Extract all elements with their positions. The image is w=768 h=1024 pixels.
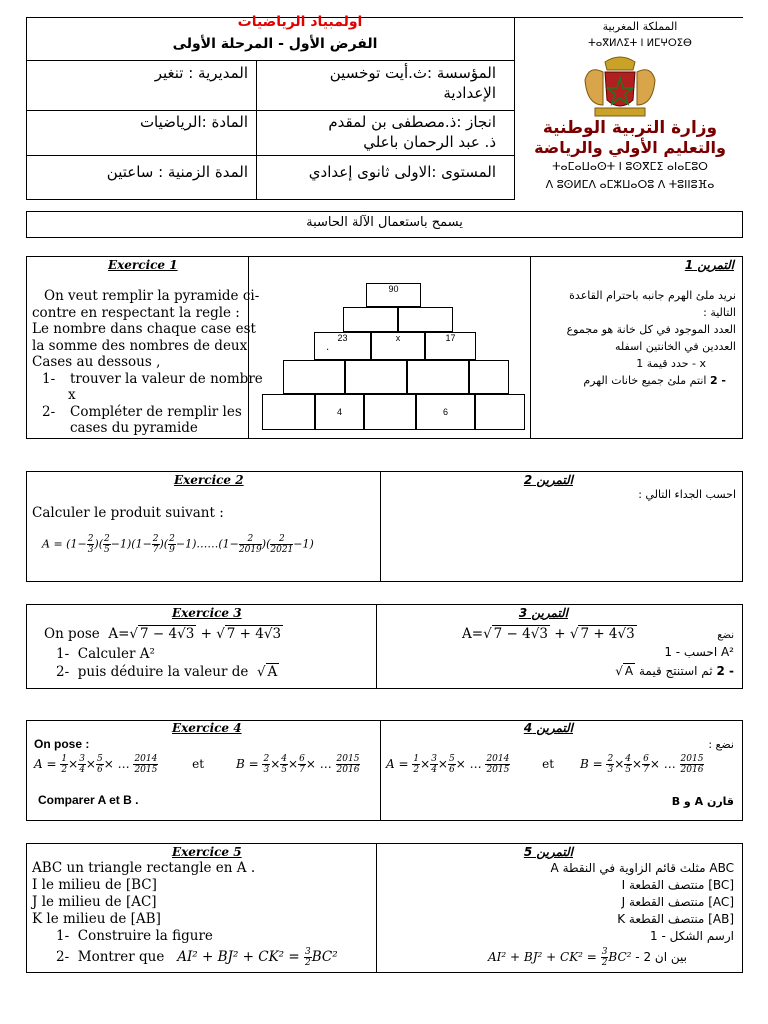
ex5-line: J le milieu de [AC] (32, 894, 157, 910)
ex2-title-fr: Exercice 2 (174, 473, 244, 487)
pyramid-cell[interactable] (475, 394, 525, 430)
ex1-line: contre en respectant la regle : (32, 304, 240, 321)
pyramid-cell[interactable] (469, 360, 509, 394)
ex1-ar-line: العددين في الخانتين اسفله (614, 340, 736, 353)
ex1-q1: 1- trouver la valeur de nombre (42, 370, 263, 387)
ex4-title-fr: Exercice 4 (172, 721, 242, 735)
ex1-line: Le nombre dans chaque case est (32, 321, 256, 337)
ex1-line: On veut remplir la pyramide ci- (44, 288, 260, 304)
calculator-note: يسمح باستعمال الآلة الحاسبة (306, 215, 463, 230)
ex5-line: ABC un triangle rectangle en A . (32, 860, 256, 876)
ex5-ar-line: [AC] منتصف القطعة J (621, 895, 734, 909)
ex1-title-fr: Exercice 1 (108, 258, 178, 272)
exercise-2-box (26, 471, 743, 582)
ex1-title-ar: التمرين 1 (684, 258, 734, 272)
school-name: المؤسسة :ث.أيت توخسين (329, 64, 496, 82)
kingdom-name: المملكة المغربية (602, 20, 678, 33)
pyramid-cell[interactable] (262, 394, 315, 430)
ex4-formulas-ar: A = $\frac{1}{2}$ × $\frac{3}{4}$ × $\frac{5}{6}$ × … $\frac{2014}{2015}$ et B = $\frac{2}{3}$ × $\frac{4}{5}$ × $\frac{6}{7}$ × … $\frac{2015}{2016}$ (386, 754, 704, 775)
kingdom-tifinagh: ⵜⴰⴳⵍⴷⵉⵜ ⵏ ⵍⵎⵖⵔⵉⴱ (588, 38, 692, 49)
ex1-ar-q2: - 2 انتم ملئ جميع خانات الهرم (583, 374, 726, 387)
school-name-2: الإعدادية (443, 84, 496, 102)
ex1-ar-q1: x - حدد قيمة 1 (636, 357, 706, 370)
ex5-title-ar: التمرين 5 (523, 845, 573, 859)
pyramid-cell-6[interactable]: 6 (416, 394, 475, 430)
pyramid-cell[interactable] (364, 394, 416, 430)
ex5-title-fr: Exercice 5 (172, 845, 242, 859)
pyramid-cell[interactable] (345, 360, 407, 394)
ex4-vline (380, 720, 381, 821)
ex1-line: Cases au dessous , (32, 354, 161, 370)
ex4-title-ar: التمرين 4 (523, 721, 573, 735)
pyramid-cell[interactable] (283, 360, 345, 394)
ministry-name-2: والتعليم الأولي والرياضة (534, 138, 726, 157)
header-hline-3 (26, 155, 515, 156)
level: المستوى :الاولى ثانوى إعدادي (308, 163, 496, 181)
ex1-q2: 2- Compléter de remplir les (42, 403, 242, 420)
ex1-ar-line: التالية : (703, 306, 736, 319)
pyramid-cell[interactable] (398, 307, 453, 332)
ex1-ar-line: العدد الموجود في كل خانة هو مجموع (566, 323, 736, 336)
authors: انجاز :ذ.مصطفى بن لمقدم (328, 113, 496, 131)
ex4-intro-fr: On pose : (34, 737, 90, 751)
pyramid-cell-x[interactable]: x (371, 332, 425, 360)
ex5-ar-line: ABC مثلث قائم الزاوية في النقطة A (550, 861, 734, 875)
ex5-ar-line: [AB] منتصف القطعة K (617, 912, 734, 926)
olympiad-title: اولمبياد الرياضيات (237, 14, 363, 30)
ex1-q1-b: x (68, 387, 76, 403)
ex5-statement-fr (32, 860, 255, 945)
ex2-vline (380, 471, 381, 582)
ex1-ar-line: نريد ملئ الهرم جانبه باحترام القاعدة (569, 289, 736, 302)
pyramid-cell[interactable] (343, 307, 398, 332)
ex5-ar-line: [BC] منتصف القطعة I (621, 878, 734, 892)
pyramid-cell[interactable] (407, 360, 469, 394)
ex5-q1: 1- Construire la figure (56, 928, 213, 944)
ex1-line: la somme des nombres de deux (32, 337, 248, 354)
ex2-title-ar: التمرين 2 (523, 473, 573, 487)
ex3-title-fr: Exercice 3 (172, 606, 242, 620)
ministry-tifinagh-1: ⵜⴰⵎⴰⵡⴰⵙⵜ ⵏ ⵓⵙⴳⵎⵉ ⴰⵏⴰⵎⵓⵔ (552, 160, 708, 173)
ex3-def-ar: A=√ 7 − 4√3 + √ 7 + 4√3 (462, 626, 635, 642)
subject: المادة :الرياضيات (139, 113, 248, 131)
ex3-q1-fr: 1- Calculer A² (56, 646, 155, 662)
ex1-q2-b: cases du pyramide (70, 420, 198, 436)
ex3-q2-ar: - 2 ثم استنتج قيمة √ A (615, 664, 734, 678)
header-hline-1 (26, 60, 515, 61)
ministry-tifinagh-2: ⴷ ⵓⵙⵍⵎⴷ ⴰⵎⵣⵡⴰⵔⵓ ⴷ ⵜⵓⵏⵏⵓⴼⴰ (545, 178, 715, 191)
ex1-statement-ar (567, 287, 736, 389)
ex5-statement-ar (551, 860, 734, 945)
duration: المدة الزمنية : ساعتين (106, 163, 248, 181)
ministry-name: وزارة التربية الوطنية (542, 118, 718, 138)
header-hline-2 (26, 110, 515, 111)
coat-of-arms-icon (575, 50, 665, 120)
ex4-formulas-fr: A = $\frac{1}{2}$ × $\frac{3}{4}$ × $\frac{5}{6}$ × … $\frac{2014}{2015}$ et B = $\frac{2}{3}$ × $\frac{4}{5}$ × $\frac{6}{7}$ × … $\frac{2015}{2016}$ (34, 754, 360, 775)
pyramid-cell-23[interactable]: 23 (314, 332, 371, 360)
ex3-def-fr: On pose A=√ 7 − 4√3 + √ 7 + 4√3 (44, 626, 282, 642)
ex5-line: K le milieu de [AB] (32, 911, 161, 927)
ex3-intro-ar: نضع (717, 630, 734, 641)
pyramid-cell-17[interactable]: 17 (425, 332, 476, 360)
ex4-intro-ar: نضع : (708, 738, 734, 751)
ex3-q1-ar: A² احسب - 1 (664, 645, 734, 659)
pyramid-cell-4[interactable]: 4 (315, 394, 364, 430)
header-top-right-line (515, 17, 743, 18)
ex2-formula: A = (1− $\frac{2}{3}$ )( $\frac{2}{5}$ −1)(1− $\frac{2}{7}$ )( $\frac{2}{9}$ −1)……(1− $\frac{2}{2019}$ )( $\frac{2}{2021}$ −1) (42, 534, 314, 555)
ex5-ar-q1: ارسم الشكل - 1 (650, 929, 734, 943)
ex3-q2-fr: 2- puis déduire la valeur de √ A (56, 664, 278, 680)
ex5-q2-fr: 2- Montrer que AI² + BJ² + CK² = $\frac{3}{2}$ BC² (56, 947, 338, 968)
ex2-statement-ar: احسب الجداء التالي : (638, 488, 736, 501)
ex2-statement-fr: Calculer le produit suivant : (32, 505, 224, 521)
pyramid-dot: . (326, 342, 330, 353)
exam-title: الفرض الأول - المرحلة الأولى (172, 36, 378, 52)
pyramid-cell-top[interactable]: 90 (366, 283, 421, 307)
header-vline (256, 60, 257, 200)
ex4-compare-fr: Comparer A et B . (38, 793, 139, 807)
ex1-statement-fr (32, 288, 263, 437)
ex4-compare-ar: قارن A و B (671, 795, 734, 808)
directorate: المديرية : تنغير (154, 64, 248, 82)
ex3-title-ar: التمرين 3 (518, 606, 568, 620)
ex5-line: I le milieu de [BC] (32, 877, 157, 893)
ex5-vline (376, 843, 377, 973)
ex1-vline-right (530, 256, 531, 439)
authors-2: ذ. عبد الرحمان باعلي (363, 133, 496, 151)
ex3-vline (376, 604, 377, 689)
ex5-q2-ar: AI² + BJ² + CK² = $\frac{3}{2}$ BC² - 2 بين ان (488, 947, 687, 968)
